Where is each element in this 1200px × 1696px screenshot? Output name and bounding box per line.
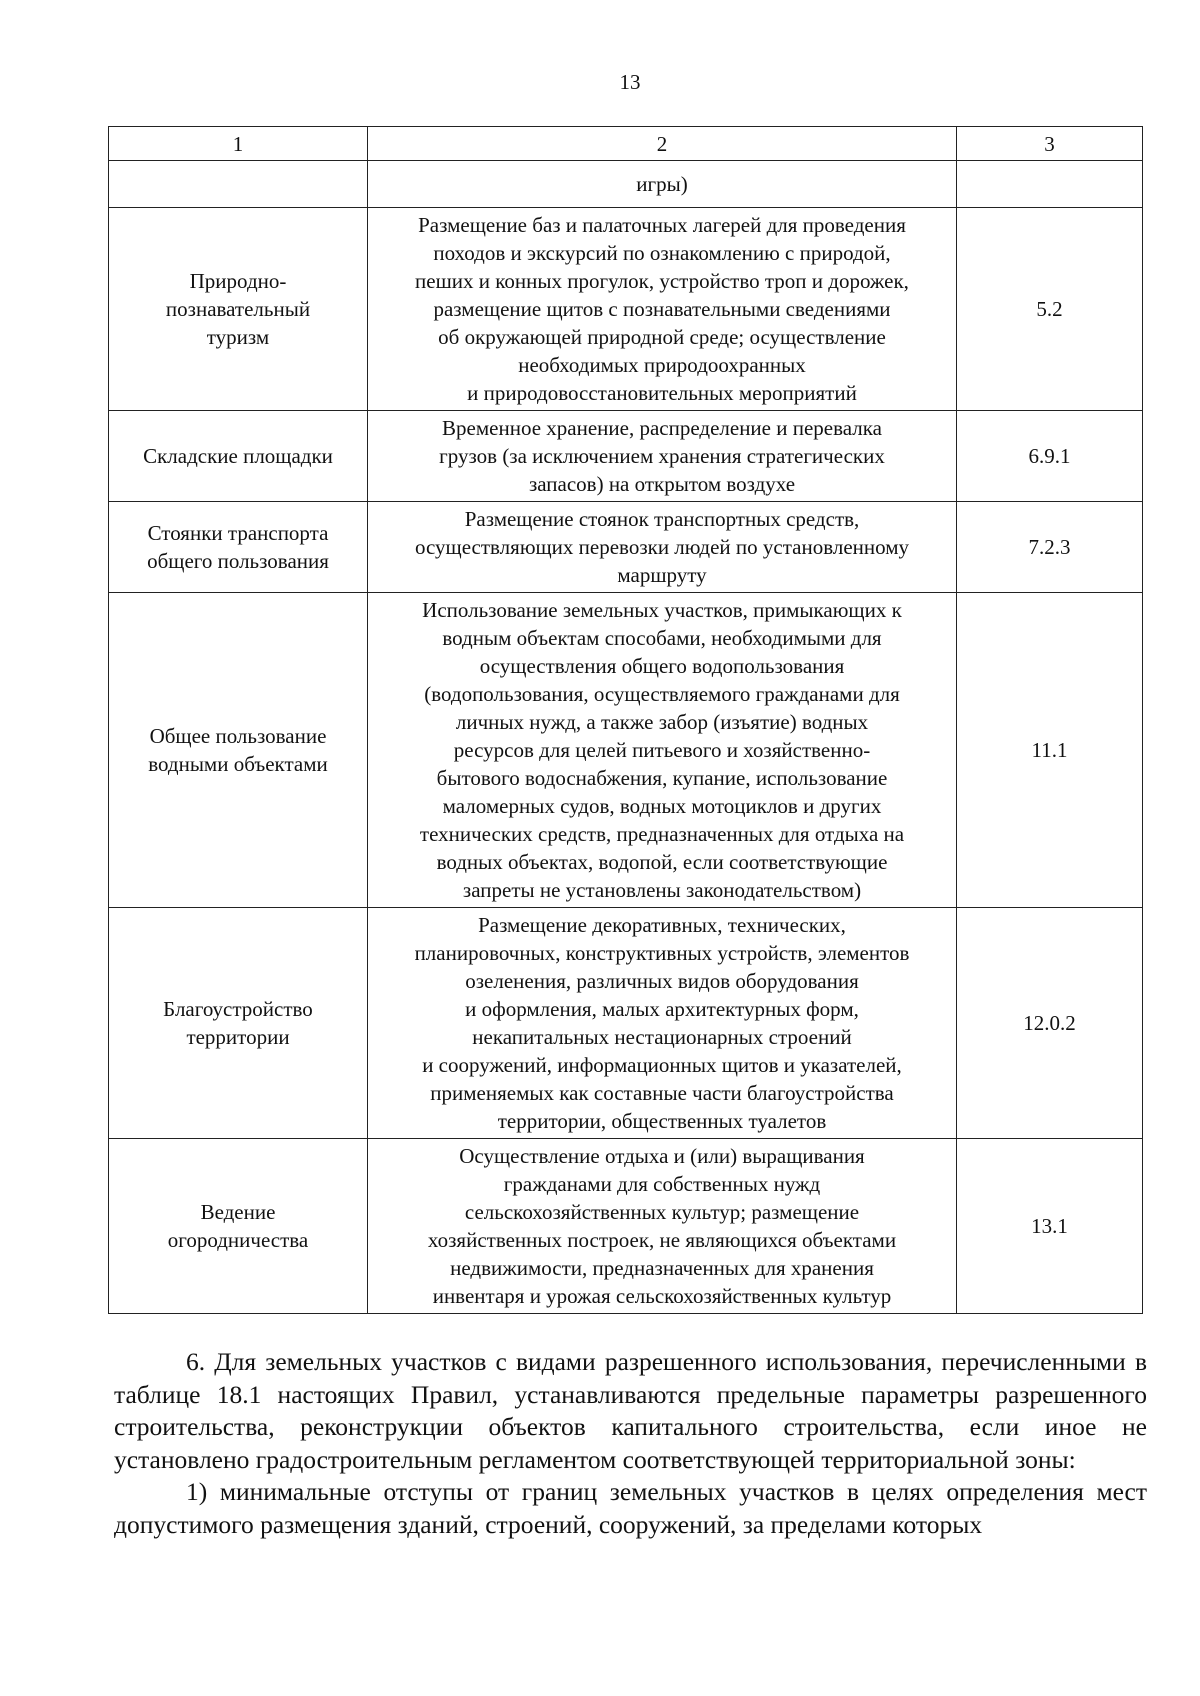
body-text	[114, 1346, 1147, 1541]
use-code-cell: 13.1	[957, 1139, 1143, 1314]
use-name-cell: Ведение огородничества	[109, 1139, 368, 1314]
use-description-cell: Осуществление отдыха и (или) выращивания гражданами для собственных нужд сельскохозяйственных культур; размещение хозяйственных построек, не являющихся объектами недвижимости, предназначенных для хранения инвентаря и урожая сельскохозяйственных культур	[368, 1139, 957, 1314]
use-code-cell: 7.2.3	[957, 502, 1143, 593]
paragraph: 6. Для земельных участков с видами разрешенного использования, перечисленными в таблице 18.1 настоящих Правил, устанавливаются предельные параметры разрешенного строительства, реконструкции объектов капитального строительства, если иное не установлено градостроительным регламентом соответствующей территориальной зоны:	[114, 1347, 1147, 1474]
use-description-cell: Размещение баз и палаточных лагерей для проведения походов и экскурсий по ознакомлению с природой, пеших и конных прогулок, устройство троп и дорожек, размещение щитов с познавательными сведениями об окружающей природной среде; осуществление необходимых природоохранных и природовосстановительных мероприятий	[368, 208, 957, 411]
use-description-cell: Размещение стоянок транспортных средств, осуществляющих перевозки людей по установленному маршруту	[368, 502, 957, 593]
use-name-cell: Стоянки транспорта общего пользования	[109, 502, 368, 593]
table-row-continuation	[109, 161, 1143, 208]
column-header: 2	[368, 127, 957, 161]
table-row	[109, 502, 1143, 593]
table-row	[109, 908, 1143, 1139]
use-description-cell: Размещение декоративных, технических, планировочных, конструктивных устройств, элементов озеленения, различных видов оборудования и оформления, малых архитектурных форм, некапитальных нестационарных строений и сооружений, информационных щитов и указателей, применяемых как составные части благоустройства территории, общественных туалетов	[368, 908, 957, 1139]
use-name-cell: Общее пользование водными объектами	[109, 593, 368, 908]
page-number: 13	[619, 70, 641, 94]
use-name-cell: Природно- познавательный туризм	[109, 208, 368, 411]
use-code-cell: 6.9.1	[957, 411, 1143, 502]
table-row	[109, 1139, 1143, 1314]
use-code-cell: 12.0.2	[957, 908, 1143, 1139]
paragraph: 1) минимальные отступы от границ земельных участков в целях определения мест допустимого размещения зданий, строений, сооружений, за пределами которых	[114, 1477, 1147, 1539]
permitted-use-table	[108, 126, 1143, 1314]
use-code-cell: 11.1	[957, 593, 1143, 908]
use-name-cell: Благоустройство территории	[109, 908, 368, 1139]
column-header: 1	[109, 127, 368, 161]
use-code-cell: 5.2	[957, 208, 1143, 411]
use-description-cell: Использование земельных участков, примыкающих к водным объектам способами, необходимыми для осуществления общего водопользования (водопользования, осуществляемого гражданами для личных нужд, а также забор (изъятие) водных ресурсов для целей питьевого и хозяйственно- бытового водоснабжения, купание, использование маломерных судов, водных мотоциклов и других технических средств, предназначенных для отдыха на водных объектах, водопой, если соответствующие запреты не установлены законодательством)	[368, 593, 957, 908]
use-description-cell: игры)	[368, 161, 957, 208]
use-name-cell: Складские площадки	[109, 411, 368, 502]
use-name-cell	[109, 161, 368, 208]
table-row	[109, 208, 1143, 411]
use-code-cell	[957, 161, 1143, 208]
table-header-row	[109, 127, 1143, 161]
table-row	[109, 593, 1143, 908]
use-description-cell: Временное хранение, распределение и перевалка грузов (за исключением хранения стратегических запасов) на открытом воздухе	[368, 411, 957, 502]
column-header: 3	[957, 127, 1143, 161]
table-row	[109, 411, 1143, 502]
